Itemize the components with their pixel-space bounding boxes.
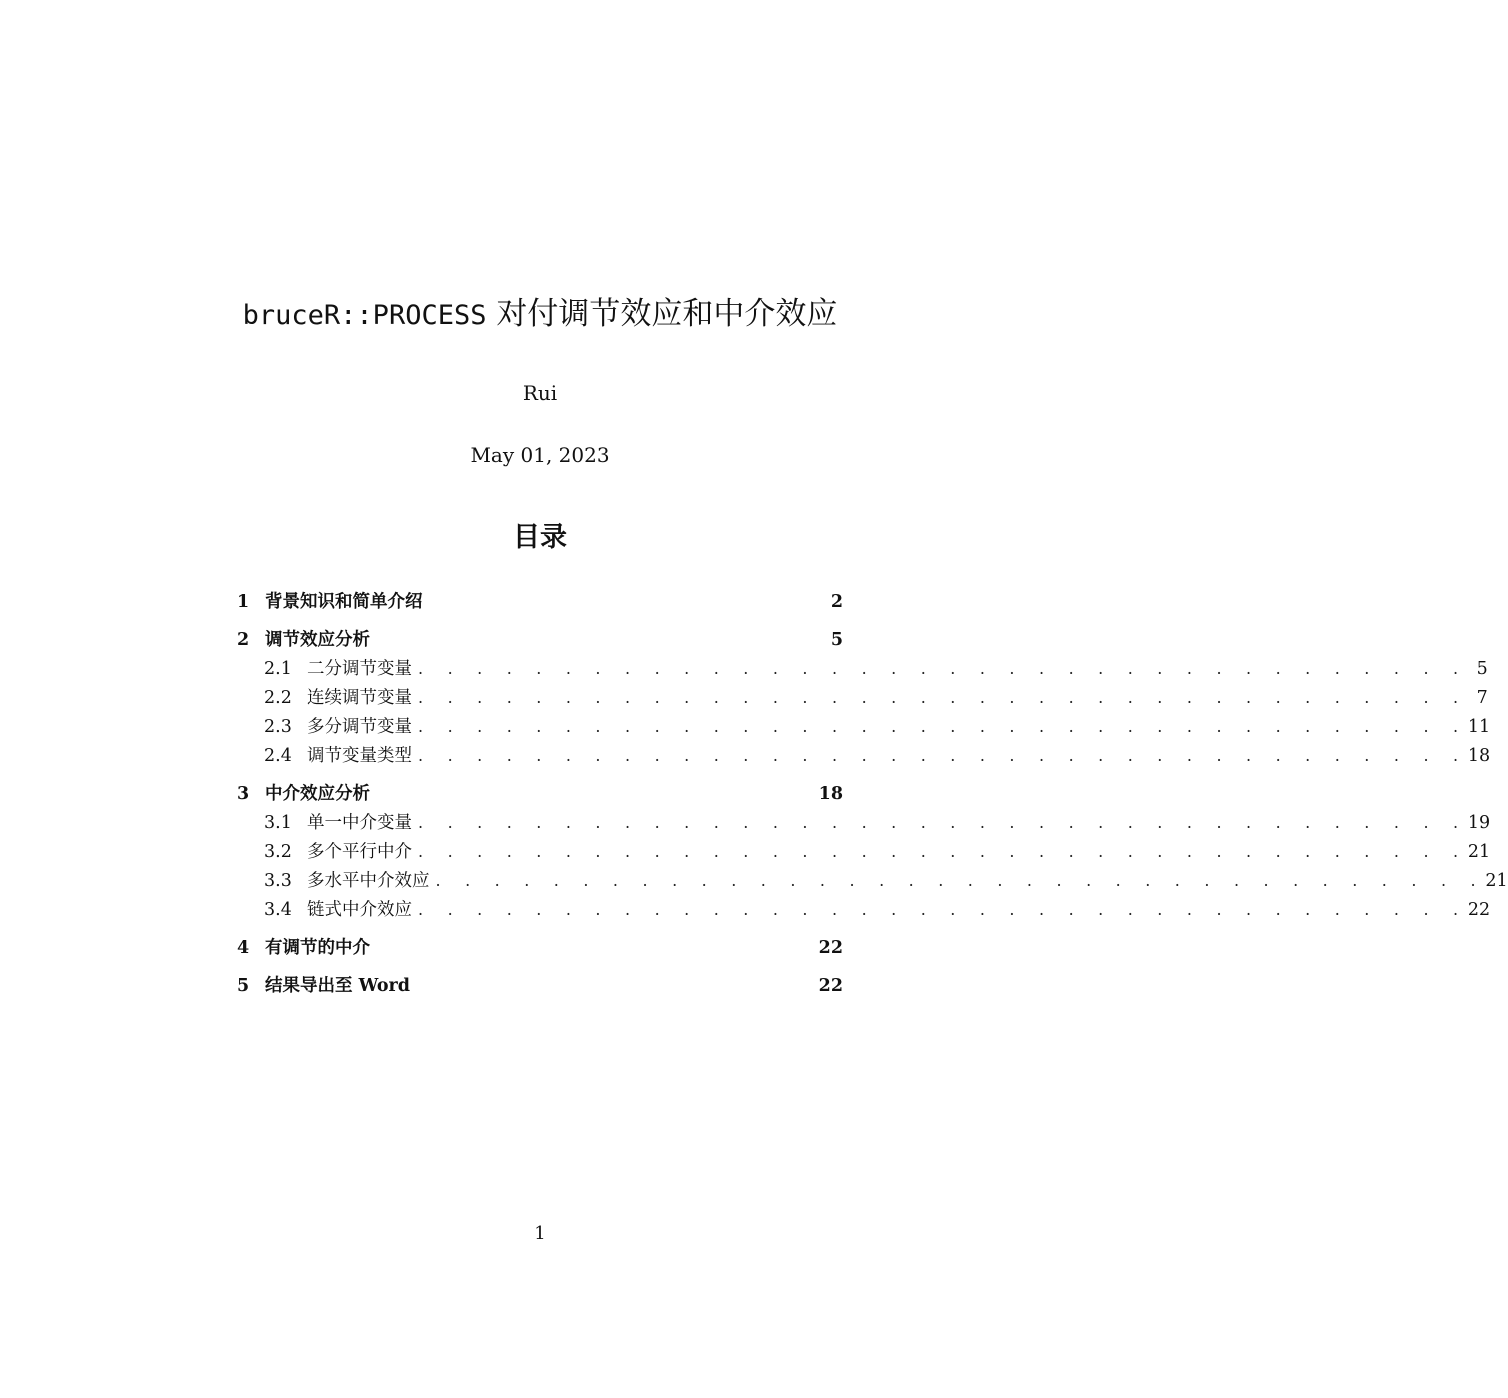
toc-subentry-number: 3.4 [264,900,292,920]
dot-leader: . . . . . . . . . . . . . . . . . . . . . . . . . . . . . . . . . . . . [418,659,1468,678]
toc-section-5 [237,972,843,1000]
toc-subentry-label: 调节变量类型 [307,746,412,766]
toc-subentry-number: 2.3 [264,717,292,737]
toc-subentry-page: 21 [1467,842,1491,862]
toc-subentry-number: 3.3 [264,871,292,891]
toc-entry[interactable] [237,626,843,654]
toc-entry-page: 22 [818,938,843,958]
toc-entry[interactable] [237,780,843,808]
toc-subentry-number: 2.2 [264,688,292,708]
toc-subentry-number: 2.1 [264,659,292,679]
toc-entry[interactable] [237,588,843,616]
toc-subentry-page: 7 [1476,688,1488,708]
toc-subentry-label: 单一中介变量 [307,813,412,833]
toc-entry-label: 中介效应分析 [265,784,370,804]
dot-leader: . . . . . . . . . . . . . . . . . . . . . . . . . . . . . . . . . . . . [435,871,1486,890]
dot-leader: . . . . . . . . . . . . . . . . . . . . . . . . . . . . . . . . . . . . [418,813,1468,832]
toc-subentry-label: 多水平中介效应 [307,871,430,891]
toc-subentry-number: 3.1 [264,813,292,833]
page-number: 1 [534,1223,546,1244]
toc-entry-number: 3 [237,784,250,804]
toc-heading: 目录 [513,522,567,553]
author: Rui [522,381,558,405]
toc-entry-label: 背景知识和简单介绍 [265,592,423,612]
toc-entry-label: 结果导出至 Word [265,976,410,996]
toc-entry-label: 有调节的中介 [265,938,370,958]
toc-entry[interactable] [237,972,843,1000]
toc-subentry-label: 多分调节变量 [307,717,412,737]
table-of-contents [237,588,1508,1010]
toc-entry-page: 22 [818,976,843,996]
toc-entry-page: 18 [818,784,843,804]
toc-subentry-label: 链式中介效应 [307,900,412,920]
toc-subentry-number: 2.4 [264,746,292,766]
toc-subentry[interactable] [237,741,1491,770]
toc-subentry[interactable] [237,654,1488,683]
toc-subentry-page: 18 [1467,746,1491,766]
toc-subentry-page: 21 [1485,871,1508,891]
toc-subentry[interactable] [237,683,1488,712]
toc-subentry-page: 5 [1476,659,1488,679]
dot-leader: . . . . . . . . . . . . . . . . . . . . . . . . . . . . . . . . . . . . [418,717,1468,736]
toc-subentry-number: 3.2 [264,842,292,862]
toc-entry[interactable] [237,934,843,962]
toc-subentry[interactable] [237,895,1491,924]
document-title [0,292,1080,338]
toc-subentry-label: 二分调节变量 [307,659,412,679]
toc-subentry-page: 19 [1467,813,1491,833]
toc-section-4 [237,934,843,962]
toc-subentry-page: 22 [1467,900,1491,920]
title-code: bruceR::PROCESS [242,300,487,331]
toc-subentry[interactable] [237,837,1491,866]
toc-entry-number: 5 [237,976,250,996]
toc-entry-page: 2 [830,592,843,612]
dot-leader: . . . . . . . . . . . . . . . . . . . . . . . . . . . . . . . . . . . . [418,900,1468,919]
toc-section-2 [237,626,1491,770]
dot-leader: . . . . . . . . . . . . . . . . . . . . . . . . . . . . . . . . . . . . [418,842,1468,861]
toc-entry-page: 5 [830,630,843,650]
toc-subentry[interactable] [237,866,1508,895]
toc-section-3 [237,780,1508,924]
date: May 01, 2023 [470,443,610,467]
dot-leader: . . . . . . . . . . . . . . . . . . . . . . . . . . . . . . . . . . . . [418,688,1468,707]
toc-section-1 [237,588,843,616]
toc-subentry[interactable] [237,712,1491,741]
title-text: 对付调节效应和中介效应 [496,296,838,332]
toc-entry-number: 2 [237,630,250,650]
dot-leader: . . . . . . . . . . . . . . . . . . . . . . . . . . . . . . . . . . . . [418,746,1468,765]
toc-subentry-label: 连续调节变量 [307,688,412,708]
toc-entry-label: 调节效应分析 [265,630,370,650]
toc-subentry[interactable] [237,808,1491,837]
toc-subentry-page: 11 [1467,717,1491,737]
toc-subentry-label: 多个平行中介 [307,842,412,862]
toc-entry-number: 4 [237,938,250,958]
toc-entry-number: 1 [237,592,250,612]
